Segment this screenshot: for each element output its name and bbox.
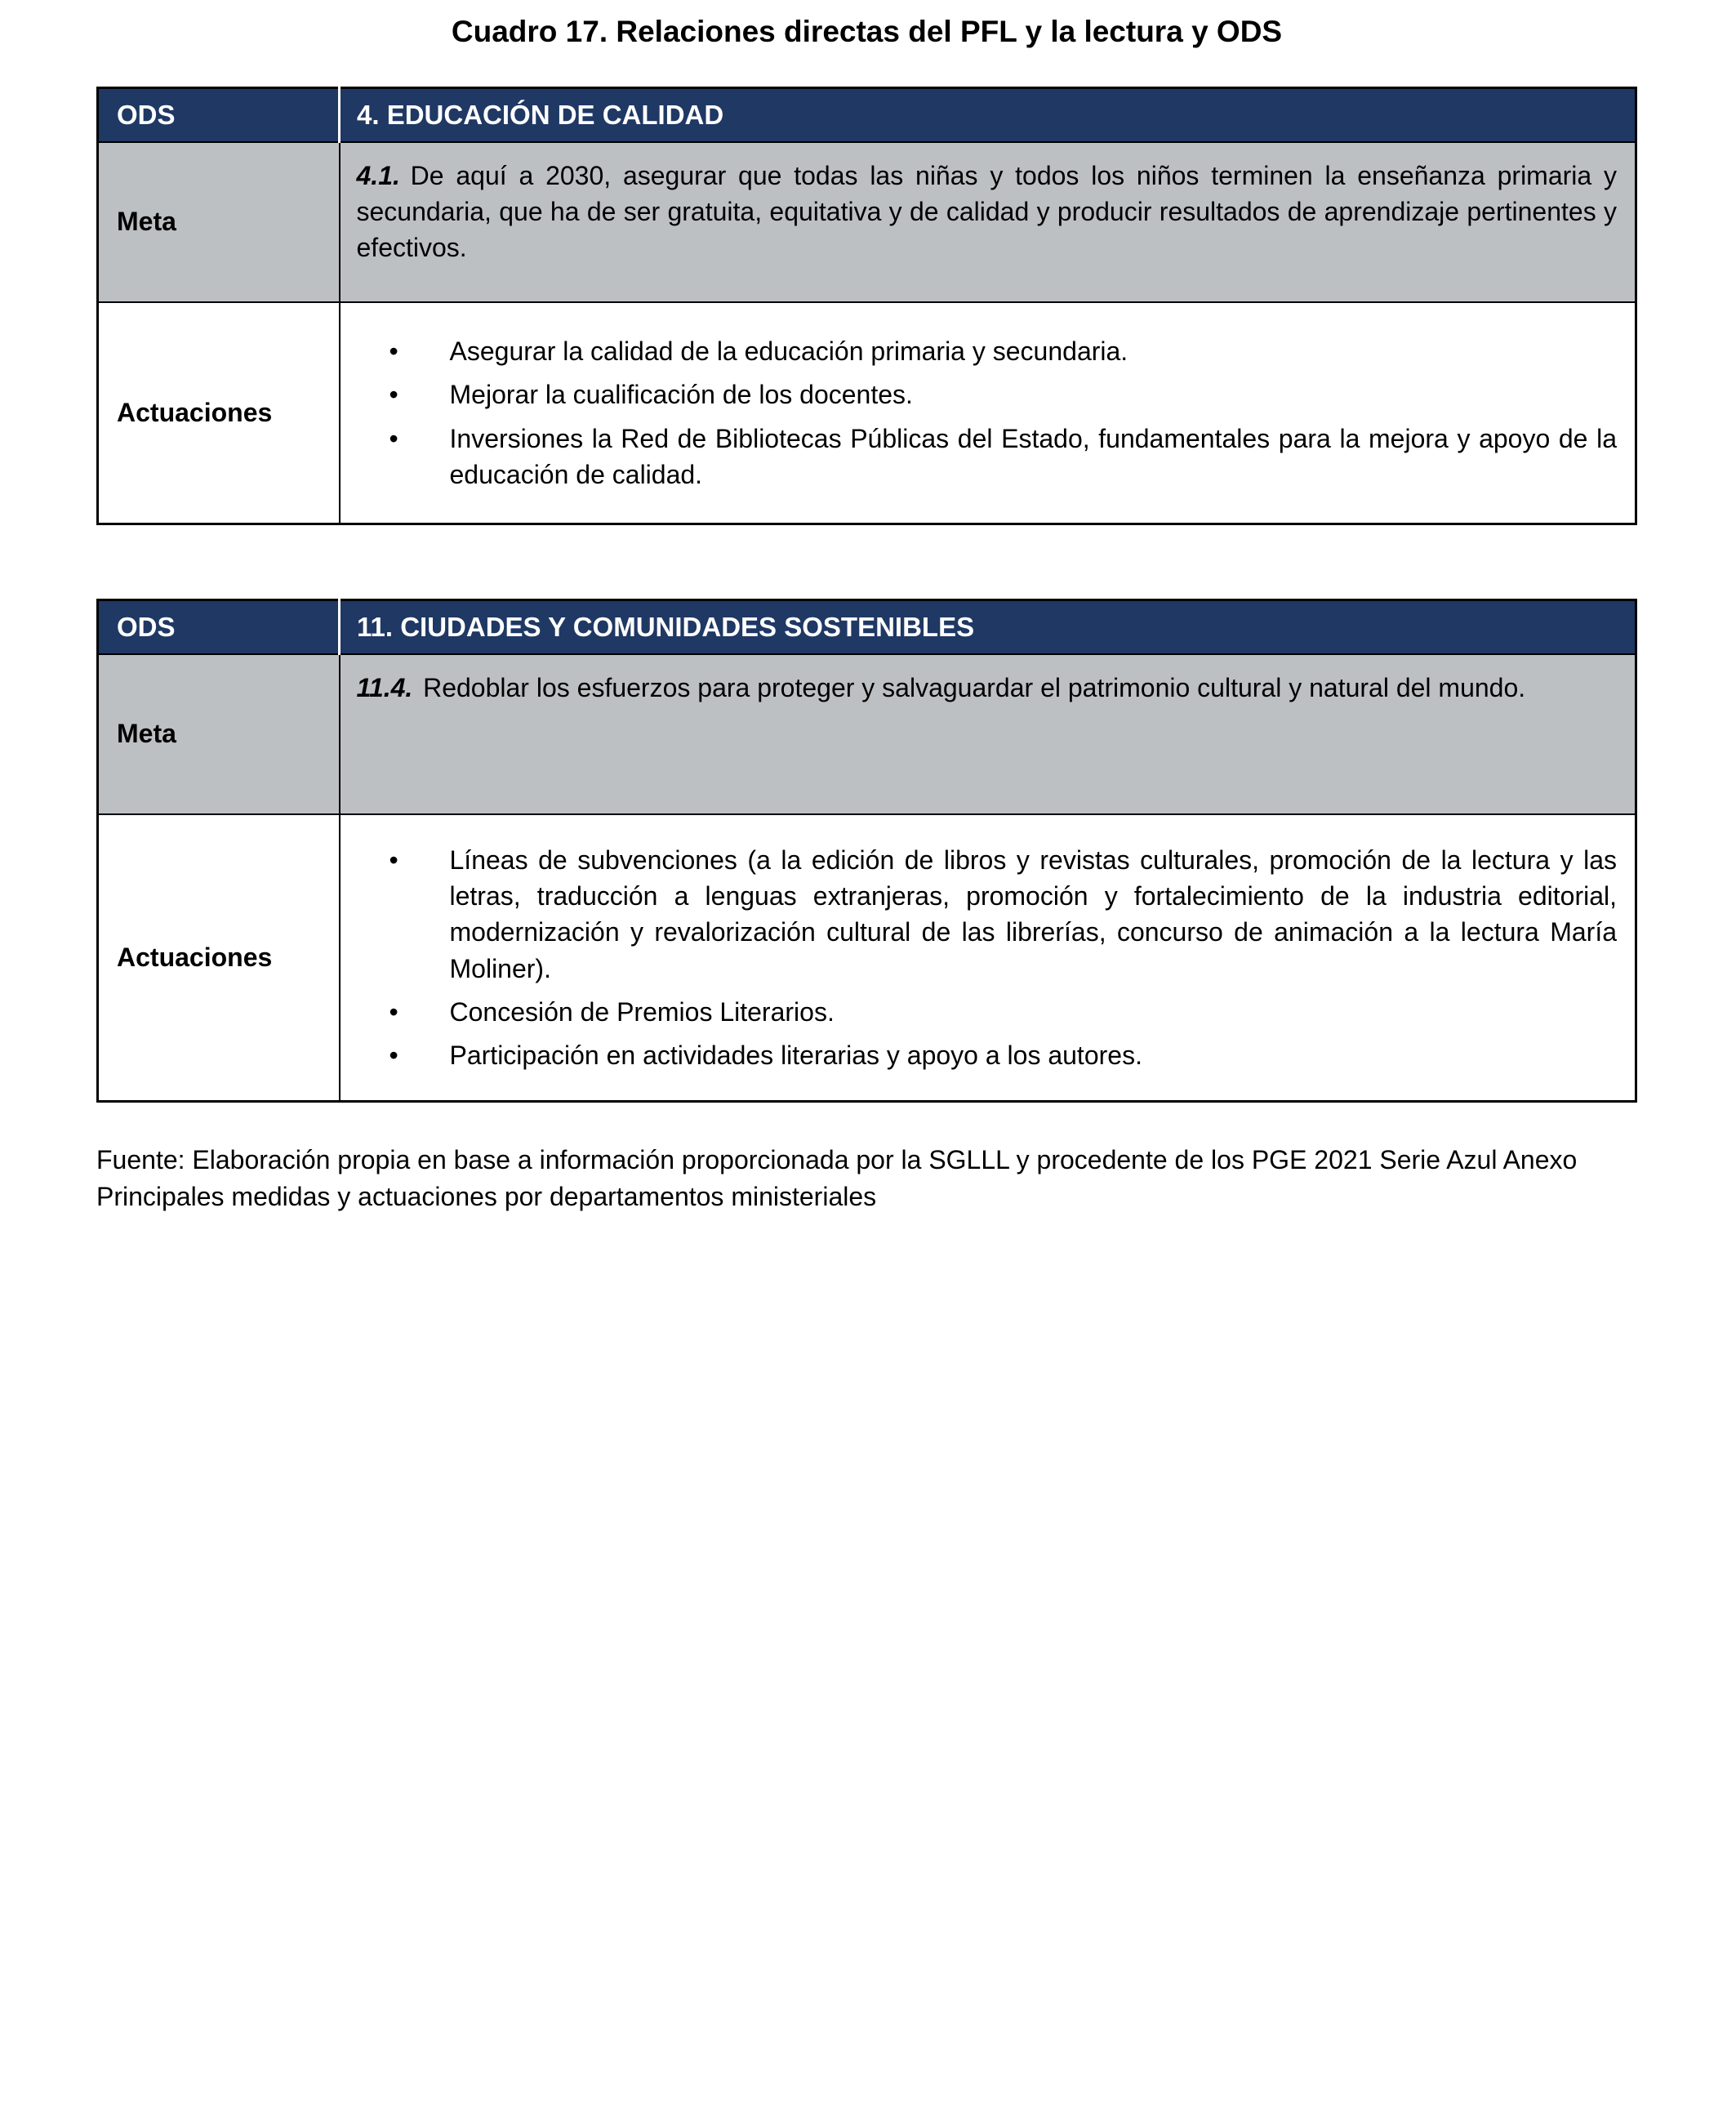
bullet-icon: •: [389, 1040, 398, 1070]
bullet-icon: •: [389, 423, 398, 453]
actions-row-label: Actuaciones: [98, 302, 340, 524]
meta-content-cell: [340, 142, 1636, 302]
meta-paragraph: [357, 158, 1618, 265]
list-item: [355, 1037, 1618, 1073]
actions-row: [98, 302, 1636, 524]
list-item: [355, 994, 1618, 1030]
actions-row-label: Actuaciones: [98, 814, 340, 1102]
meta-row: [98, 654, 1636, 814]
source-note: Fuente: Elaboración propia en base a información proporcionada por la SGLLL y procedente de los PGE 2021 Serie Azul Anexo Principales medidas y actuaciones por departamentos ministeriales: [96, 1145, 1578, 1212]
table-header-row: [98, 600, 1636, 654]
meta-paragraph: [357, 670, 1618, 706]
actions-row: [98, 814, 1636, 1102]
action-text: Concesión de Premios Literarios.: [449, 996, 835, 1027]
meta-row: [98, 142, 1636, 302]
bullet-icon: •: [389, 845, 398, 876]
action-text: Inversiones la Red de Bibliotecas Públicas del Estado, fundamentales para la mejora y apoyo de la educación de calidad.: [449, 423, 1617, 489]
ods-goal-title-cell: 4. EDUCACIÓN DE CALIDAD: [340, 88, 1636, 142]
meta-target-number: 4.1.: [356, 160, 400, 190]
action-text: Mejorar la cualificación de los docentes.: [449, 380, 913, 410]
ods-header-label-cell: ODS: [98, 600, 340, 654]
action-text: Asegurar la calidad de la educación primaria y secundaria.: [449, 336, 1128, 367]
actions-content-cell: [340, 302, 1636, 524]
meta-row-label: Meta: [98, 654, 340, 814]
ods-table-education: [96, 87, 1637, 525]
actions-content-cell: [340, 814, 1636, 1102]
action-text: Líneas de subvenciones (a la edición de libros y revistas culturales, promoción de la lectura y las letras, traducción a lenguas extranjeras, promoción y fortalecimiento de la industria editorial, modernización y revalorización cultural de las librerías, concurso de animación a la lectura María Moliner).: [449, 845, 1617, 983]
meta-row-label: Meta: [98, 142, 340, 302]
bullet-icon: •: [389, 380, 398, 410]
ods-table-sustainable-cities: [96, 599, 1637, 1103]
list-item: [355, 377, 1618, 412]
page-title: Cuadro 17. Relaciones directas del PFL y la lectura y ODS: [451, 15, 1283, 48]
meta-target-text: Redoblar los esfuerzos para proteger y salvaguardar el patrimonio cultural y natural del mundo.: [423, 672, 1526, 702]
ods-header-label-cell: ODS: [98, 88, 340, 142]
action-text: Participación en actividades literarias y apoyo a los autores.: [449, 1040, 1142, 1070]
table-header-row: [98, 88, 1636, 142]
bullet-icon: •: [389, 996, 398, 1027]
ods-goal-title-cell: 11. CIUDADES Y COMUNIDADES SOSTENIBLES: [340, 600, 1636, 654]
bullet-icon: •: [389, 336, 398, 367]
meta-target-number: 11.4.: [356, 672, 413, 702]
list-item: [355, 421, 1618, 492]
meta-content-cell: [340, 654, 1636, 814]
meta-target-text: De aquí a 2030, asegurar que todas las niñas y todos los niños terminen la enseñanza primaria y secundaria, que ha de ser gratuita, equitativa y de calidad y producir resultados de aprendizaje pertinentes y efectivos.: [356, 160, 1617, 263]
list-item: [355, 842, 1618, 987]
list-item: [355, 333, 1618, 369]
